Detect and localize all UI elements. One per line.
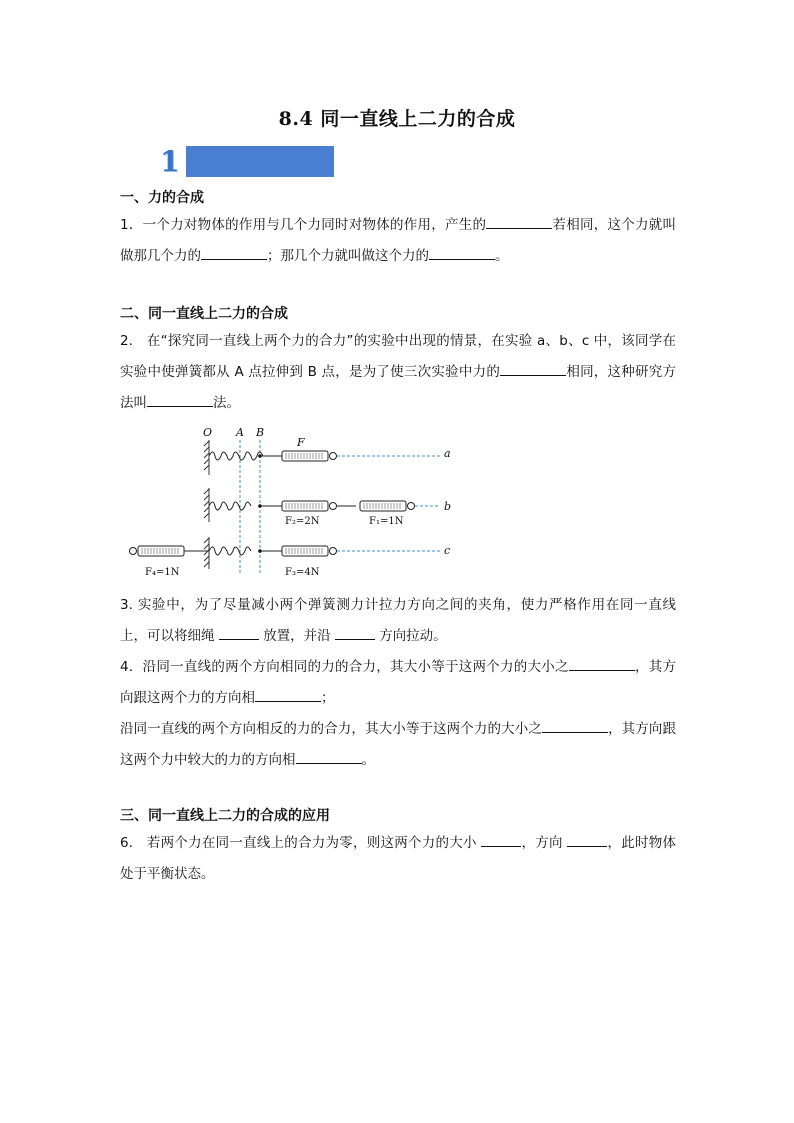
q2-text-a: 2. 在“探究同一直线上两个力的合力”的实验中出现的情景，在实验 a、b、c 中，该同学在实验中使弹簧都从 A 点拉伸到 B 点，是为了使三次实验中力的 — [120, 333, 676, 380]
question-3 — [120, 590, 676, 652]
section-heading-3: 三、同一直线上二力的合成的应用 — [120, 808, 330, 824]
q6-blank-2[interactable] — [567, 831, 607, 847]
question-6 — [120, 828, 676, 890]
label-F: F — [297, 436, 305, 449]
q4-text-c: ； — [321, 690, 335, 706]
q1-blank-2[interactable] — [201, 244, 267, 260]
q2-blank-1[interactable] — [500, 360, 566, 376]
section-heading-2: 二、同一直线上二力的合成 — [120, 306, 288, 322]
spring-end-dots — [258, 454, 262, 553]
q4-blank-4[interactable] — [296, 748, 362, 764]
experiment-figure — [120, 420, 460, 580]
label-F3: F₃=4N — [285, 567, 320, 578]
q3-text-a: 3. 实验中，为了尽量减小两个弹簧测力计拉力方向之间的夹角，使力严格作用在同一直线上，可以将细绳 — [120, 597, 676, 644]
q2-text-b: 相同，这种研究方法叫 — [120, 364, 677, 411]
q2-blank-2[interactable] — [147, 391, 213, 407]
q2-text-c: 法。 — [213, 395, 240, 411]
q1-text-a: 1．一个力对物体的作用与几个力同时对物体的作用，产生的 — [120, 217, 487, 233]
q4-blank-3[interactable] — [542, 717, 608, 733]
spring-scales — [130, 451, 415, 556]
q4-text-d: 沿同一直线的两个方向相反的力的合力，其大小等于这两个力的大小之 — [120, 721, 542, 737]
question-2 — [120, 326, 676, 419]
q4-text-a: 4．沿同一直线的两个方向相同的力的合力，其大小等于这两个力的大小之 — [120, 659, 569, 675]
springs — [209, 452, 263, 555]
label-a: a — [444, 447, 451, 460]
label-F1: F₁=1N — [369, 516, 404, 527]
q1-text-c: ；那几个力就叫做这个力的 — [267, 248, 429, 264]
label-c: c — [444, 544, 451, 557]
q4-text-f: 。 — [361, 752, 375, 768]
label-F4: F₄=1N — [145, 567, 180, 578]
q3-text-b: 放置，并沿 — [263, 628, 331, 644]
label-F2: F₂=2N — [285, 516, 320, 527]
label-O: O — [203, 426, 213, 439]
q6-text-a: 6. 若两个力在同一直线上的合力为零，则这两个力的大小 — [120, 835, 477, 851]
question-4 — [120, 652, 676, 776]
q6-text-b: ，方向 — [521, 835, 563, 851]
section-number-badge: 1 — [160, 145, 180, 178]
page-title: 8.4 同一直线上二力的合成 — [278, 108, 516, 130]
q3-text-c: 方向拉动。 — [379, 628, 447, 644]
q6-text-c: ，此时物体处于平衡状态。 — [120, 835, 677, 882]
q1-blank-3[interactable] — [429, 244, 495, 260]
q1-text-d: 。 — [495, 248, 509, 264]
label-b: b — [444, 500, 452, 513]
q1-blank-1[interactable] — [486, 213, 552, 229]
question-1 — [120, 210, 676, 272]
q3-blank-2[interactable] — [335, 624, 375, 640]
q6-blank-1[interactable] — [481, 831, 521, 847]
walls — [204, 440, 209, 569]
section-banner — [186, 146, 334, 177]
section-heading-1: 一、力的合成 — [120, 190, 204, 206]
q4-blank-2[interactable] — [255, 686, 321, 702]
label-A: A — [236, 426, 244, 439]
q4-text-e: ，其方向跟这两个力中较大的力的方向相 — [120, 721, 677, 768]
q4-blank-1[interactable] — [569, 655, 635, 671]
q3-blank-1[interactable] — [219, 624, 259, 640]
q4-text-b: ，其方向跟这两个力的方向相 — [120, 659, 677, 706]
label-B: B — [256, 426, 265, 439]
q1-text-b: 若相同，这个力就叫做那几个力的 — [120, 217, 677, 264]
